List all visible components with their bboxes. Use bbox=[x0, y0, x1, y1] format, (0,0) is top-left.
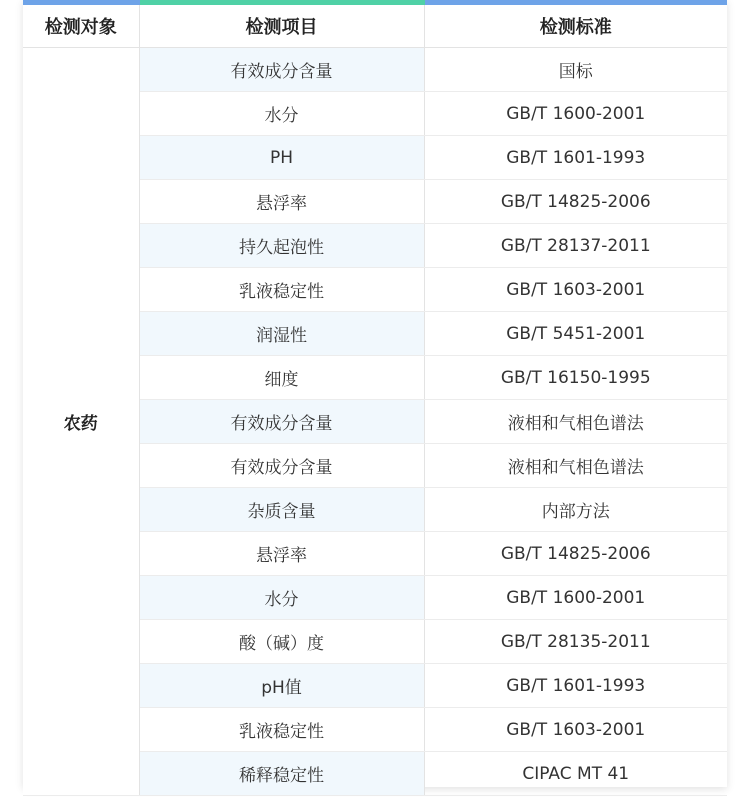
item-cell: 稀释稳定性 bbox=[139, 752, 424, 796]
header-row bbox=[23, 3, 727, 48]
standard-cell: GB/T 5451-2001 bbox=[424, 312, 727, 356]
standard-cell: 液相和气相色谱法 bbox=[424, 444, 727, 488]
item-cell: 水分 bbox=[139, 92, 424, 136]
standard-cell: GB/T 14825-2006 bbox=[424, 180, 727, 224]
standard-cell: GB/T 1601-1993 bbox=[424, 136, 727, 180]
object-cell: 农药 bbox=[23, 48, 139, 796]
standard-cell: 内部方法 bbox=[424, 488, 727, 532]
item-cell: pH值 bbox=[139, 664, 424, 708]
standard-cell: GB/T 1603-2001 bbox=[424, 708, 727, 752]
standard-cell: GB/T 1600-2001 bbox=[424, 576, 727, 620]
standard-cell: CIPAC MT 41 bbox=[424, 752, 727, 796]
item-cell: 杂质含量 bbox=[139, 488, 424, 532]
item-cell: 悬浮率 bbox=[139, 532, 424, 576]
table-header bbox=[23, 3, 727, 48]
item-cell: 酸（碱）度 bbox=[139, 620, 424, 664]
item-cell: 润湿性 bbox=[139, 312, 424, 356]
standard-cell: GB/T 1601-1993 bbox=[424, 664, 727, 708]
header-standard: 检测标准 bbox=[424, 3, 727, 48]
testing-standards-table bbox=[23, 0, 727, 796]
header-object: 检测对象 bbox=[23, 3, 139, 48]
item-cell: 有效成分含量 bbox=[139, 400, 424, 444]
table-body bbox=[23, 48, 727, 796]
standard-cell: GB/T 1600-2001 bbox=[424, 92, 727, 136]
standards-table-card bbox=[23, 0, 727, 787]
standard-cell: GB/T 16150-1995 bbox=[424, 356, 727, 400]
item-cell: 悬浮率 bbox=[139, 180, 424, 224]
item-cell: 乳液稳定性 bbox=[139, 268, 424, 312]
item-cell: 有效成分含量 bbox=[139, 48, 424, 92]
standard-cell: GB/T 28135-2011 bbox=[424, 620, 727, 664]
standard-cell: GB/T 14825-2006 bbox=[424, 532, 727, 576]
item-cell: 有效成分含量 bbox=[139, 444, 424, 488]
item-cell: 细度 bbox=[139, 356, 424, 400]
item-cell: 持久起泡性 bbox=[139, 224, 424, 268]
standard-cell: GB/T 1603-2001 bbox=[424, 268, 727, 312]
table-row bbox=[23, 48, 727, 92]
item-cell: 水分 bbox=[139, 576, 424, 620]
item-cell: 乳液稳定性 bbox=[139, 708, 424, 752]
item-cell: PH bbox=[139, 136, 424, 180]
header-item: 检测项目 bbox=[139, 3, 424, 48]
standard-cell: GB/T 28137-2011 bbox=[424, 224, 727, 268]
standard-cell: 国标 bbox=[424, 48, 727, 92]
standard-cell: 液相和气相色谱法 bbox=[424, 400, 727, 444]
